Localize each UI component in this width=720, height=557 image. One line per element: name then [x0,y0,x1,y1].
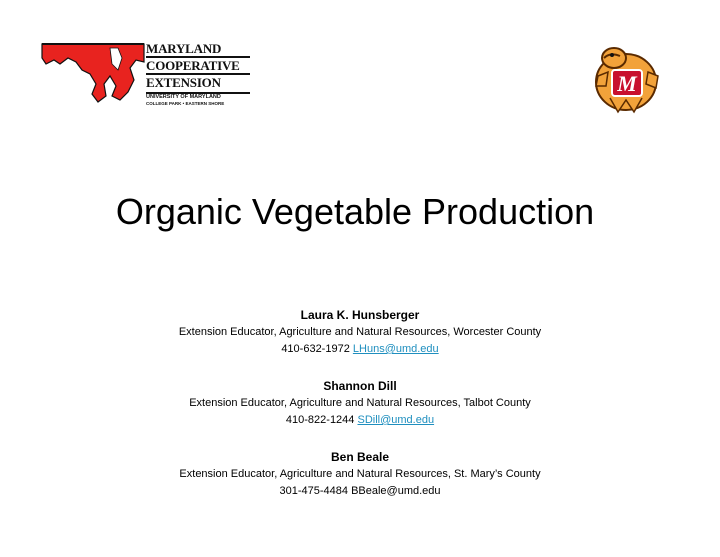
presenter-name: Shannon Dill [323,379,397,393]
presenter-role: Extension Educator, Agriculture and Natural Resources, Worcester County [178,326,542,338]
presenter-name: Ben Beale [330,450,390,464]
presenter-email: BBeale@umd.edu [351,485,441,497]
presenter-phone: 301-475-4484 [279,485,348,497]
presenter-phone: 410-632-1972 [281,343,350,355]
presenter-contact [0,483,720,500]
presenter-role: Extension Educator, Agriculture and Natural Resources, St. Mary’s County [179,468,541,480]
slide-title: Organic Vegetable Production [115,191,595,232]
logo-line-maryland: MARYLAND [146,42,250,58]
presenter-contact [0,341,720,358]
logo-line-cooperative: COOPERATIVE [146,59,250,75]
presenter-1 [0,306,720,358]
presenter-email-link[interactable]: SDill@umd.edu [357,414,435,426]
presenter-phone: 410-822-1244 [285,414,355,426]
maryland-cooperative-extension-logo [40,40,250,106]
maryland-map-icon [40,40,150,106]
presenter-email-link[interactable]: LHuns@umd.edu [352,343,439,355]
presenter-list [0,306,720,519]
logo-sub-campuses: COLLEGE PARK • EASTERN SHORE [146,100,225,106]
presenter-3 [0,448,720,500]
logo-sub-university: UNIVERSITY OF MARYLAND [146,92,250,101]
logo-line-extension: EXTENSION [146,75,221,90]
presenter-2 [0,377,720,429]
terrapin-mascot-icon [590,42,662,114]
presenter-contact [0,412,720,429]
mascot-letter: M [617,71,637,96]
presenter-role: Extension Educator, Agriculture and Natural Resources, Talbot County [189,397,531,409]
presenter-name: Laura K. Hunsberger [300,308,420,322]
